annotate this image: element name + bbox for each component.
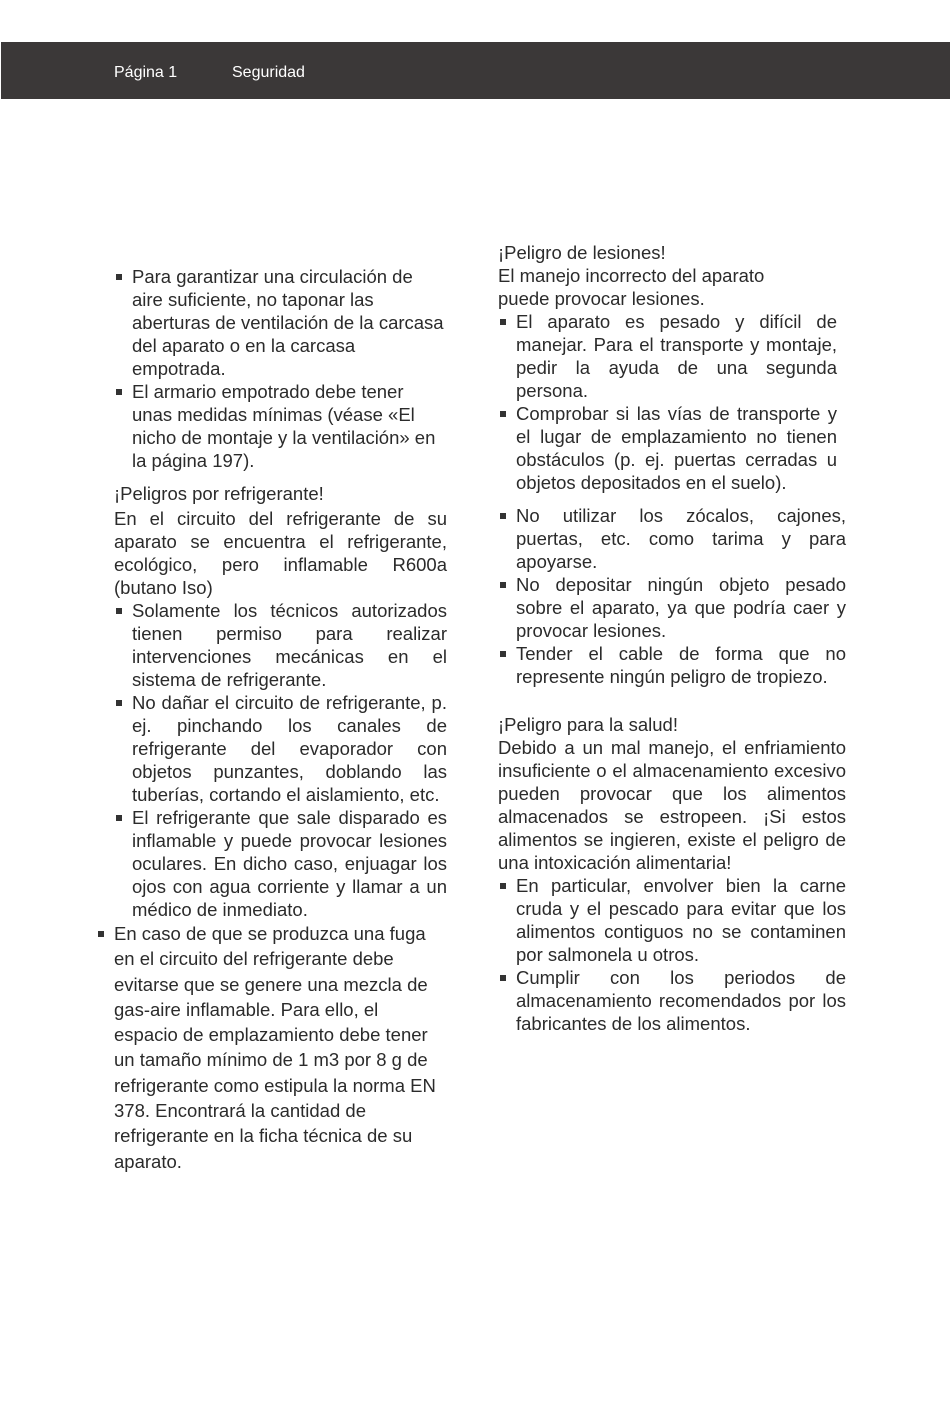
list-item: No dañar el circuito de refrigerante, p. ej. pinchando los canales de refrigerante del evaporador con objetos punzantes, doblando las tuberías, cortando el aislamiento, etc. <box>132 691 447 806</box>
page-header <box>1 42 950 99</box>
injury-heading: ¡Peligro de lesiones! <box>498 242 666 263</box>
bullet-icon <box>500 513 506 519</box>
list-item: El aparato es pesado y difícil de manejar. Para el transporte y montaje, pedir la ayuda de una segunda persona. <box>516 310 837 402</box>
right-column <box>498 241 846 1035</box>
bullet-icon <box>500 883 506 889</box>
list-item: No depositar ningún objeto pesado sobre el aparato, ya que podría caer y provocar lesiones. <box>516 573 846 642</box>
bullet-icon <box>500 411 506 417</box>
list-item: En caso de que se produzca una fuga en el circuito del refrigerante debe evitarse que se genere una mezcla de gas-aire inflamable. Para ello, el espacio de emplazamiento debe tener un tamaño mínimo de 1 m3 por 8 g de refrigerante como estipula la norma EN 378. Encontrará la cantidad de refrigerante en la ficha técnica de su aparato. <box>114 921 447 1174</box>
list-item: No utilizar los zócalos, cajones, puertas, etc. como tarima y para apoyarse. <box>516 504 846 573</box>
injury-list-a <box>498 310 837 494</box>
list-item: En particular, envolver bien la carne cruda y el pescado para evitar que los alimentos contiguos no se contaminen por salmonela u otros. <box>516 874 846 966</box>
list-item: El armario empotrado debe tener unas medidas mínimas (véase «El nicho de montaje y la ventilación» en la página 197). <box>132 380 447 472</box>
leak-list <box>93 921 447 1174</box>
refrigerant-list <box>93 599 447 921</box>
bullet-icon <box>98 931 104 937</box>
bullet-icon <box>116 608 122 614</box>
refrigerant-heading: ¡Peligros por refrigerante! <box>114 483 324 504</box>
health-list <box>498 874 846 1035</box>
list-item: Para garantizar una circulación de aire suficiente, no taponar las aberturas de ventilación de la carcasa del aparato o en la carcasa empotrada. <box>132 265 447 380</box>
list-item: Tender el cable de forma que no represente ningún peligro de tropiezo. <box>516 642 846 688</box>
health-heading: ¡Peligro para la salud! <box>498 714 678 735</box>
bullet-icon <box>116 389 122 395</box>
list-item: El refrigerante que sale disparado es inflamable y puede provocar lesiones oculares. En dicho caso, enjuagar los ojos con agua corriente y llamar a un médico de inmediato. <box>132 806 447 921</box>
bullet-icon <box>116 700 122 706</box>
refrigerant-paragraph: En el circuito del refrigerante de su aparato se encuentra el refrigerante, ecológico, pero inflamable R600a (butano Iso) <box>114 508 447 598</box>
list-item: Comprobar si las vías de transporte y el lugar de emplazamiento no tienen obstáculos (p. ej. puertas cerradas u objetos depositados en el suelo). <box>516 402 837 494</box>
bullet-icon <box>116 815 122 821</box>
list-item: Cumplir con los periodos de almacenamiento recomendados por los fabricantes de los alimentos. <box>516 966 846 1035</box>
bullet-icon <box>116 274 122 280</box>
list-item: Solamente los técnicos autorizados tienen permiso para realizar intervenciones mecánicas en el sistema de refrigerante. <box>132 599 447 691</box>
bullet-icon <box>500 319 506 325</box>
injury-list-b <box>498 504 846 688</box>
left-column <box>93 265 447 1174</box>
health-paragraph: Debido a un mal manejo, el enfriamiento insuficiente o el almacenamiento excesivo pueden provocar que los alimentos almacenados se estropeen. ¡Si estos alimentos se ingieren, existe el peligro de una intoxicación alimentaria! <box>498 737 846 873</box>
section-title: Seguridad <box>232 64 305 81</box>
bullet-icon <box>500 975 506 981</box>
bullet-icon <box>500 582 506 588</box>
bullet-icon <box>500 651 506 657</box>
ventilation-list <box>93 265 447 472</box>
page-number: Página 1 <box>114 64 178 81</box>
injury-paragraph: El manejo incorrecto del aparato puede provocar lesiones. <box>498 265 765 309</box>
